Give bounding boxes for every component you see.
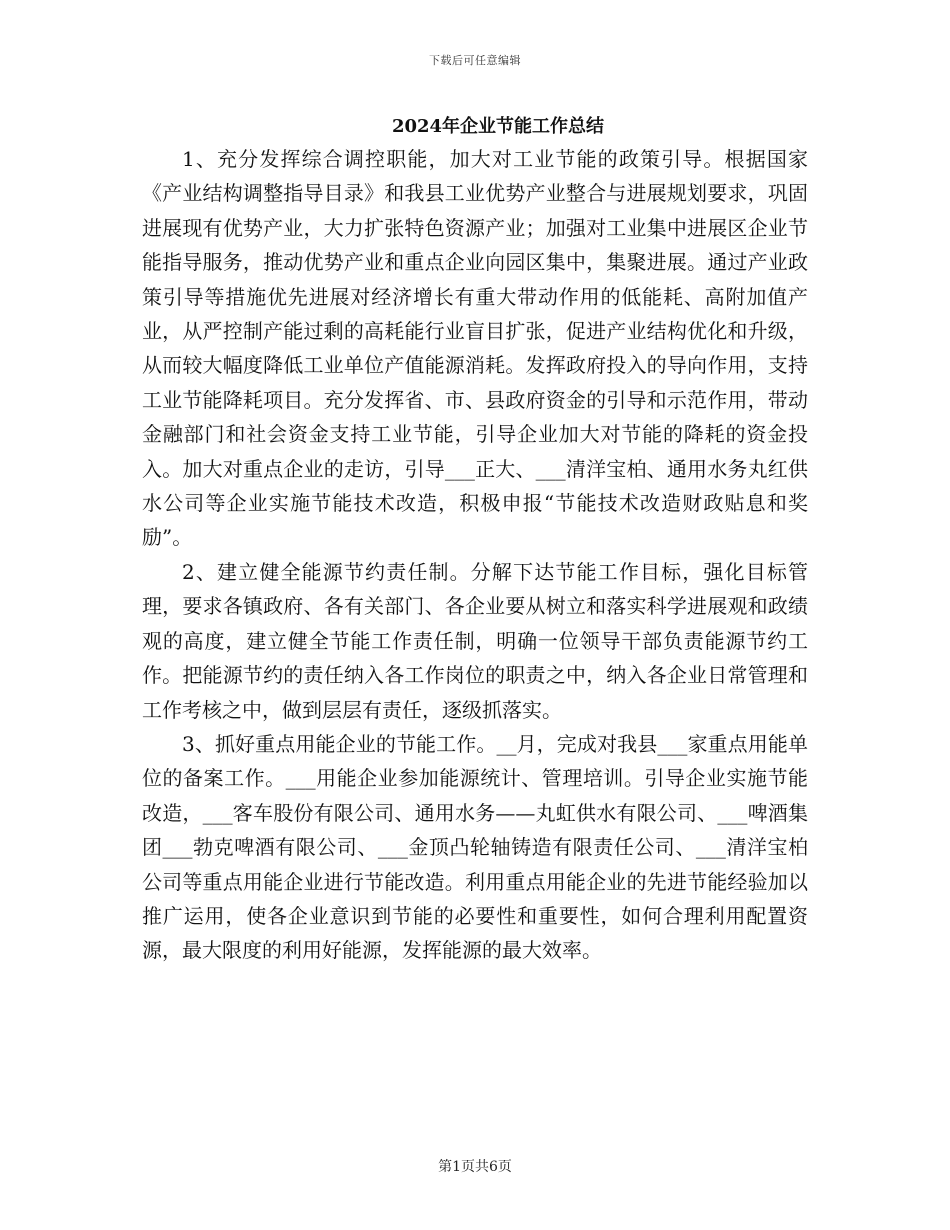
paragraph-3: 3、抓好重点用能企业的节能工作。__月，完成对我县___家重点用能单位的备案工作。___用能企业参加能源统计、管理培训。引导企业实施节能改造，___客车股份有限公司、通用水务——丸虹供水有限公司、___啤酒集团___勃克啤酒有限公司、___金顶凸轮轴铸造有限责任公司、___清洋宝柏公司等重点用能企业进行节能改造。利用重点用能企业的先进节能经验加以推广运用，使各企业意识到节能的必要性和重要性，如何合理利用配置资源，最大限度的利用好能源，发挥能源的最大效率。 — [142, 731, 808, 963]
paragraph-1: 1、充分发挥综合调控职能，加大对工业节能的政策引导。根据国家《产业结构调整指导目录》和我县工业优势产业整合与进展规划要求，巩固进展现有优势产业，大力扩张特色资源产业；加强对工业集中进展区企业节能指导服务，推动优势产业和重点企业向园区集中，集聚进展。通过产业政策引导等措施优先进展对经济增长有重大带动作用的低能耗、高附加值产业，从严控制产能过剩的高耗能行业盲目扩张，促进产业结构优化和升级，从而较大幅度降低工业单位产值能源消耗。发挥政府投入的导向作用，支持工业节能降耗项目。充分发挥省、市、县政府资金的引导和示范作用，带动金融部门和社会资金支持工业节能，引导企业加大对节能的降耗的资金投入。加大对重点企业的走访，引导___正大、___清洋宝柏、通用水务丸红供水公司等企业实施节能技术改造，积极申报“节能技术改造财政贴息和奖励”。 — [142, 147, 808, 550]
paragraph-2: 2、建立健全能源节约责任制。分解下达节能工作目标，强化目标管理，要求各镇政府、各有关部门、各企业要从树立和落实科学进展观和政绩观的高度，建立健全节能工作责任制，明确一位领导干部负责能源节约工作。把能源节约的责任纳入各工作岗位的职责之中，纳入各企业日常管理和工作考核之中，做到层层有责任，逐级抓落实。 — [142, 559, 808, 722]
header-note: 下载后可任意编辑 — [429, 54, 521, 67]
document-body — [142, 142, 808, 968]
page-number: 第1页共6页 — [438, 1159, 512, 1175]
document-title: 2024年企业节能工作总结 — [391, 116, 605, 137]
